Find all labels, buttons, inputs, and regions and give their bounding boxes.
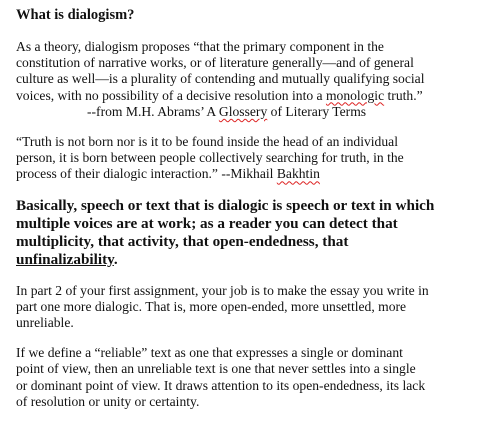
text-line: multiple voices are at work; as a reader you can detect that	[16, 214, 398, 232]
text-span: --from M.H. Abrams’ A	[87, 103, 219, 119]
text-line: of resolution or unity or certainty.	[16, 393, 200, 409]
text-line: constitution of narrative works, or of literature generally—and of general	[16, 55, 414, 71]
text-line	[16, 251, 484, 269]
text-span: voices, with no possibility of a decisive resolution into a	[16, 87, 326, 103]
emphasis-paragraph	[16, 197, 484, 269]
text-line: As a theory, dialogism proposes “that the primary component in the	[16, 39, 384, 54]
text-line: part one more dialogic. That is, more open-ended, more unsettled, more	[16, 298, 407, 314]
text-line	[16, 88, 484, 104]
text-line: person, it is born between people collectively searching for truth, in the	[16, 150, 404, 166]
text-line: “Truth is not born nor is it to be found inside the head of an individual	[16, 134, 398, 150]
reliability-paragraph	[16, 345, 484, 410]
citation-line	[16, 104, 484, 120]
text-line: Basically, speech or text that is dialogic is speech or text in which	[16, 196, 435, 214]
document-heading: What is dialogism?	[16, 7, 135, 23]
text-span: truth.”	[384, 87, 423, 103]
text-span: of Literary Terms	[267, 103, 367, 119]
quote-paragraph	[16, 134, 484, 183]
text-span: .	[113, 250, 118, 268]
text-line: In part 2 of your first assignment, your job is to make the essay you write in	[16, 282, 429, 298]
spellcheck-word: Glossery	[218, 103, 268, 119]
spellcheck-word: Bakhtin	[276, 166, 320, 182]
text-line: If we define a “reliable” text as one that expresses a single or dominant	[16, 345, 403, 361]
spellcheck-word: monologic	[325, 87, 385, 103]
text-line: culture as well—is a plurality of contending and mutually qualifying social	[16, 71, 425, 87]
text-line: unreliable.	[16, 315, 74, 331]
text-line: multiplicity, that activity, that open-endedness, that	[16, 232, 349, 250]
underlined-word: unfinalizability	[16, 250, 114, 268]
definition-paragraph	[16, 39, 484, 120]
document-page	[16, 6, 484, 424]
text-span: process of their dialogic interaction.” --Mikhail	[16, 166, 277, 182]
text-line: or dominant point of view. It draws attention to its open-endedness, its lack	[16, 377, 426, 393]
text-line: point of view, then an unreliable text is one that never settles into a single	[16, 361, 416, 377]
text-line	[16, 166, 484, 182]
assignment-paragraph	[16, 283, 484, 332]
